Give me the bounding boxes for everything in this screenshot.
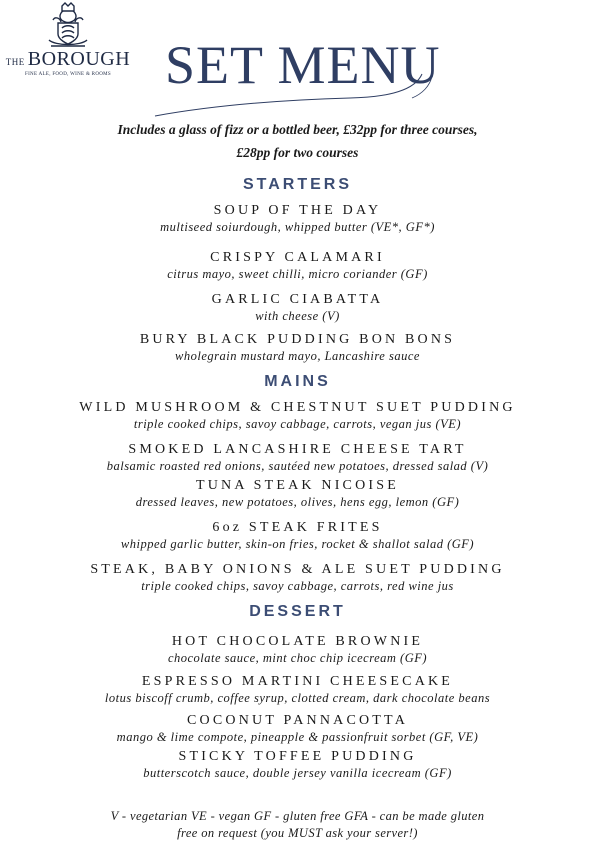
- dish-name: COCONUT PANNACOTTA: [187, 713, 408, 728]
- menu-item: [0, 712, 595, 745]
- dish-description: whipped garlic butter, skin-on fries, rocket & shallot salad (GF): [120, 537, 475, 551]
- dish-name: SMOKED LANCASHIRE CHEESE TART: [128, 442, 467, 457]
- dish-name: TUNA STEAK NICOISE: [195, 478, 400, 493]
- dish-description: chocolate sauce, mint choc chip icecream (GF): [167, 651, 428, 665]
- logo-the: THE: [5, 57, 25, 67]
- dish-name: WILD MUSHROOM & CHESTNUT SUET PUDDING: [79, 400, 516, 415]
- dish-name: STEAK, BABY ONIONS & ALE SUET PUDDING: [90, 562, 505, 577]
- dish-description: lotus biscoff crumb, coffee syrup, clotted cream, dark chocolate beans: [104, 691, 491, 705]
- menu-item: [0, 202, 595, 235]
- menu-item: [0, 331, 595, 364]
- menu-item: [0, 249, 595, 282]
- page-title: SET MENU: [165, 35, 441, 95]
- dish-name: BURY BLACK PUDDING BON BONS: [139, 332, 456, 347]
- logo-name: [2, 48, 134, 71]
- dish-description: with cheese (V): [255, 309, 340, 323]
- intro-line-1: Includes a glass of fizz or a bottled beer, £32pp for three courses,: [117, 122, 478, 137]
- dish-name: GARLIC CIABATTA: [211, 292, 384, 307]
- menu-item: [0, 633, 595, 666]
- title-swoosh-decoration: [150, 68, 450, 118]
- menu-item: [0, 673, 595, 706]
- menu-item: [0, 399, 595, 432]
- dish-description: triple cooked chips, savoy cabbage, carrots, vegan jus (VE): [133, 417, 462, 431]
- dish-name: 6oz STEAK FRITES: [212, 520, 383, 535]
- section-heading-dessert: DESSERT: [249, 603, 346, 620]
- menu-item: [0, 561, 595, 594]
- logo: [2, 2, 134, 78]
- dish-description: butterscotch sauce, double jersey vanilla icecream (GF): [143, 766, 452, 780]
- dietary-key-line-1: V - vegetarian VE - vegan GF - gluten free GFA - can be made gluten: [110, 809, 485, 823]
- logo-brand: BOROUGH: [27, 48, 131, 70]
- dish-description: citrus mayo, sweet chilli, micro coriander (GF): [167, 267, 428, 281]
- dish-name: CRISPY CALAMARI: [210, 250, 385, 265]
- menu-item: [0, 291, 595, 324]
- dish-name: STICKY TOFFEE PUDDING: [178, 749, 417, 764]
- dish-name: SOUP OF THE DAY: [213, 203, 382, 218]
- menu-item: [0, 748, 595, 781]
- menu-item: [0, 441, 595, 474]
- dish-description: dressed leaves, new potatoes, olives, hens egg, lemon (GF): [135, 495, 460, 509]
- dietary-key-line-2: free on request (you MUST ask your server!): [177, 826, 418, 840]
- dish-description: balsamic roasted red onions, sautéed new potatoes, dressed salad (V): [106, 459, 489, 473]
- logo-tagline: FINE ALE, FOOD, WINE & ROOMS: [25, 72, 111, 77]
- dish-description: wholegrain mustard mayo, Lancashire sauce: [175, 349, 420, 363]
- dish-description: triple cooked chips, savoy cabbage, carrots, red wine jus: [141, 579, 454, 593]
- heraldic-crest-icon: [43, 2, 93, 50]
- section-heading-mains: MAINS: [264, 373, 331, 390]
- dish-description: multiseed soiurdough, whipped butter (VE*, GF*): [160, 220, 435, 234]
- menu-item: [0, 519, 595, 552]
- menu-item: [0, 477, 595, 510]
- dish-name: HOT CHOCOLATE BROWNIE: [171, 634, 424, 649]
- dish-name: ESPRESSO MARTINI CHEESECAKE: [141, 674, 454, 689]
- dish-description: mango & lime compote, pineapple & passionfruit sorbet (GF, VE): [116, 730, 479, 744]
- intro-line-2: £28pp for two courses: [236, 145, 359, 160]
- section-heading-starters: STARTERS: [242, 176, 353, 193]
